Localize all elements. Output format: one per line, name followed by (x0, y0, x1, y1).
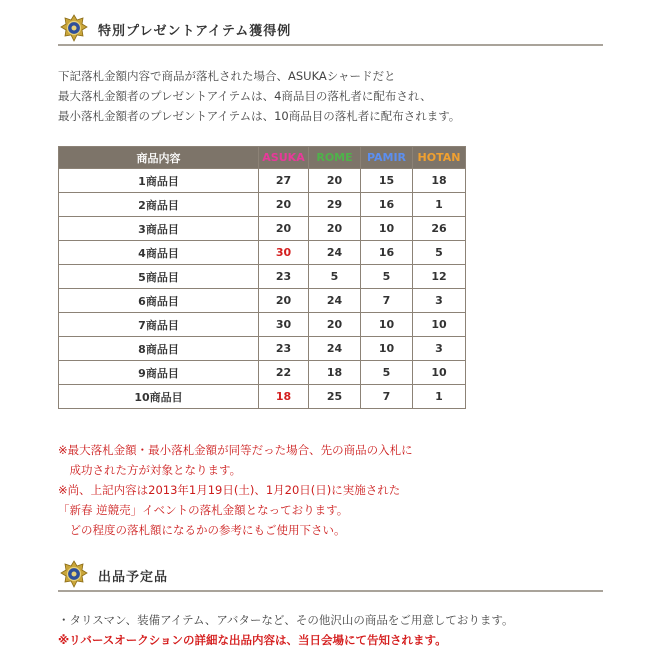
table-row (59, 361, 466, 385)
cell-hotan: 18 (413, 169, 466, 193)
cell-rome: 18 (309, 361, 361, 385)
notes (58, 440, 413, 540)
table-row (59, 193, 466, 217)
table-row (59, 265, 466, 289)
intro-text (58, 66, 460, 126)
header-hotan: HOTAN (413, 147, 466, 169)
cell-asuka: 20 (259, 217, 309, 241)
cell-item: 8商品目 (59, 337, 259, 361)
cell-rome: 5 (309, 265, 361, 289)
cell-item: 1商品目 (59, 169, 259, 193)
plan-text (58, 610, 514, 650)
table-row (59, 289, 466, 313)
table-row (59, 337, 466, 361)
cell-pamir: 15 (361, 169, 413, 193)
note-line: 「新春 逆競売」イベントの落札金額となっております。 (58, 503, 349, 517)
cell-rome: 24 (309, 337, 361, 361)
cell-pamir: 5 (361, 361, 413, 385)
cell-asuka: 20 (259, 193, 309, 217)
note-line: 成功された方が対象となります。 (58, 463, 242, 477)
intro-line: 下記落札金額内容で商品が落札された場合、ASUKAシャードだと (58, 69, 396, 83)
cell-hotan: 1 (413, 193, 466, 217)
cell-asuka-min: 18 (259, 385, 309, 409)
note-line: ※尚、上記内容は2013年1月19日(土)、1月20日(日)に実施された (58, 483, 401, 497)
cell-asuka: 30 (259, 313, 309, 337)
header-pamir: PAMIR (361, 147, 413, 169)
crest-icon (60, 14, 88, 42)
header-asuka: ASUKA (259, 147, 309, 169)
cell-hotan: 3 (413, 337, 466, 361)
cell-item: 4商品目 (59, 241, 259, 265)
header-rome: ROME (309, 147, 361, 169)
cell-pamir: 10 (361, 337, 413, 361)
cell-item: 5商品目 (59, 265, 259, 289)
plan-line: ・タリスマン、装備アイテム、アバターなど、その他沢山の商品をご用意しております。 (58, 613, 514, 627)
bid-amount-table (58, 146, 466, 409)
cell-hotan: 10 (413, 313, 466, 337)
cell-item: 7商品目 (59, 313, 259, 337)
cell-pamir: 16 (361, 241, 413, 265)
cell-pamir: 7 (361, 289, 413, 313)
table-row (59, 169, 466, 193)
table-row (59, 241, 466, 265)
cell-pamir: 5 (361, 265, 413, 289)
table-row (59, 217, 466, 241)
cell-item: 6商品目 (59, 289, 259, 313)
cell-hotan: 1 (413, 385, 466, 409)
cell-pamir: 10 (361, 313, 413, 337)
header-item: 商品内容 (59, 147, 259, 169)
cell-item: 9商品目 (59, 361, 259, 385)
cell-hotan: 3 (413, 289, 466, 313)
plan-notice: ※リバースオークションの詳細な出品内容は、当日会場にて告知されます。 (58, 633, 447, 647)
cell-asuka-max: 30 (259, 241, 309, 265)
cell-hotan: 10 (413, 361, 466, 385)
cell-asuka: 20 (259, 289, 309, 313)
cell-rome: 24 (309, 289, 361, 313)
cell-rome: 20 (309, 313, 361, 337)
cell-rome: 20 (309, 217, 361, 241)
cell-pamir: 16 (361, 193, 413, 217)
cell-rome: 20 (309, 169, 361, 193)
table-row (59, 313, 466, 337)
table-row (59, 385, 466, 409)
section-header-present (58, 12, 603, 46)
intro-line: 最小落札金額者のプレゼントアイテムは、10商品目の落札者に配布されます。 (58, 109, 461, 123)
cell-item: 3商品目 (59, 217, 259, 241)
cell-rome: 24 (309, 241, 361, 265)
note-line: ※最大落札金額・最小落札金額が同等だった場合、先の商品の入札に (58, 443, 413, 457)
section-header-plan (58, 558, 603, 592)
cell-pamir: 10 (361, 217, 413, 241)
cell-asuka: 22 (259, 361, 309, 385)
note-line: どの程度の落札額になるかの参考にもご使用下さい。 (58, 523, 346, 537)
cell-asuka: 27 (259, 169, 309, 193)
cell-hotan: 12 (413, 265, 466, 289)
crest-icon (60, 560, 88, 588)
cell-rome: 29 (309, 193, 361, 217)
cell-asuka: 23 (259, 337, 309, 361)
cell-item: 10商品目 (59, 385, 259, 409)
section-title-present: 特別プレゼントアイテム獲得例 (98, 24, 292, 39)
cell-item: 2商品目 (59, 193, 259, 217)
cell-hotan: 26 (413, 217, 466, 241)
cell-pamir: 7 (361, 385, 413, 409)
cell-asuka: 23 (259, 265, 309, 289)
cell-hotan: 5 (413, 241, 466, 265)
table-header-row (59, 147, 466, 169)
intro-line: 最大落札金額者のプレゼントアイテムは、4商品目の落札者に配布され、 (58, 89, 432, 103)
section-title-plan: 出品予定品 (98, 570, 169, 585)
cell-rome: 25 (309, 385, 361, 409)
